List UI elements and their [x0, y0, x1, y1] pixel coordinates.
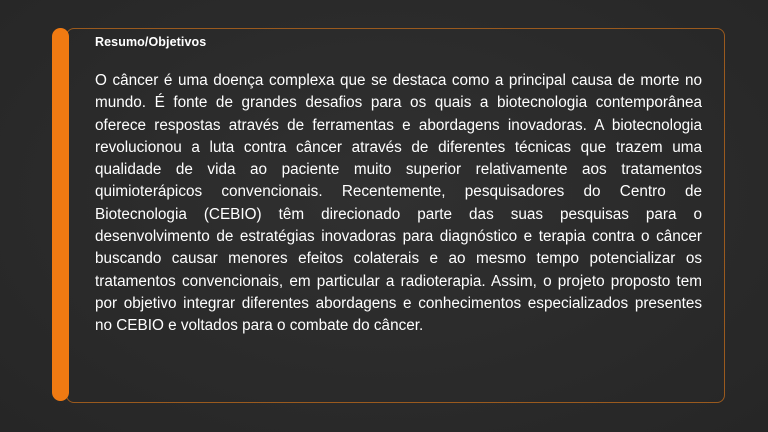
section-heading: Resumo/Objetivos — [95, 35, 207, 49]
abstract-paragraph: O câncer é uma doença complexa que se destaca como a principal causa de morte no mundo. É fonte de grandes desafios para os quais a biotecnologia contemporânea oferece respostas através de ferramentas e abordagens inovadoras. A biotecnologia revolucionou a luta contra câncer através de diferentes técnicas que trazem uma qualidade de vida ao paciente muito superior relativamente aos tratamentos quimioterápicos convencionais. Recentemente, pesquisadores do Centro de Biotecnologia (CEBIO) têm direcionado parte das suas pesquisas para o desenvolvimento de estratégias inovadoras para diagnóstico e terapia contra o câncer buscando causar menores efeitos colaterais e ao mesmo tempo potencializar os tratamentos convencionais, em particular a radioterapia. Assim, o projeto proposto tem por objetivo integrar diferentes abordagens e conhecimentos especializados presentes no CEBIO e voltados para o combate do câncer. — [95, 72, 702, 335]
accent-bar — [52, 28, 69, 401]
